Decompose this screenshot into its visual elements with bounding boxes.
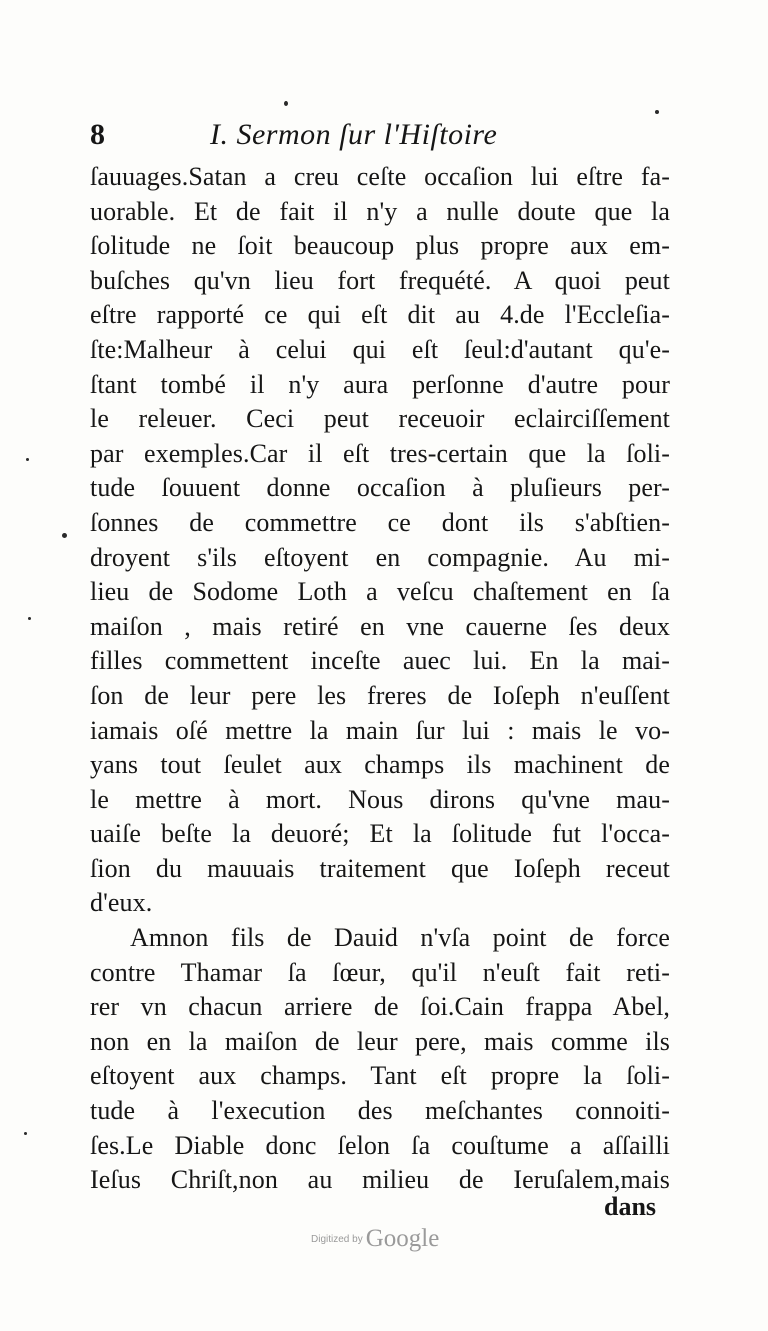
text-line: ſtant tombé il n'y aura perſonne d'autre pour [90, 369, 670, 399]
text-line: uorable. Et de fait il n'y a nulle doute que la [90, 196, 670, 226]
text-line: eſtre rapporté ce qui eſt dit au 4.de l'Eccleſia- [90, 300, 670, 330]
text-line: ſes.Le Diable donc ſelon ſa couſtume a aſſailli [90, 1130, 670, 1160]
ink-speck [62, 533, 67, 538]
text-line: uaiſe beſte la deuoré; Et la ſolitude fut l'occa- [90, 819, 670, 849]
text-line: tude ſouuent donne occaſion à pluſieurs per- [90, 473, 670, 503]
text-line: non en la maiſon de leur pere, mais comme ils [90, 1026, 670, 1056]
text-line: iamais oſé mettre la main ſur lui : mais le vo- [90, 715, 670, 745]
text-line: lieu de Sodome Loth a veſcu chaſtement en ſa [90, 577, 670, 607]
page-number: 8 [90, 118, 105, 151]
digitization-watermark [311, 1225, 439, 1253]
text-line: eſtoyent aux champs. Tant eſt propre la ſoli- [90, 1061, 670, 1091]
watermark-prefix: Digitized by [311, 1233, 363, 1245]
text-line: par exemples.Car il eſt tres-certain que la ſoli- [90, 438, 670, 468]
text-line: d'eux. [90, 888, 153, 918]
text-line: ſte:Malheur à celui qui eſt ſeul:d'autant qu'e- [90, 334, 670, 364]
ink-speck [284, 101, 288, 106]
text-line: buſches qu'vn lieu fort frequété. A quoi peut [90, 265, 670, 295]
text-line: ſauuages.Satan a creu ceſte occaſion lui eſtre fa- [90, 162, 670, 191]
text-line: droyent s'ils eſtoyent en compagnie. Au mi- [90, 542, 670, 572]
text-line: Amnon fils de Dauid n'vſa point de force [130, 923, 670, 953]
text-line: contre Thamar ſa ſœur, qu'il n'euſt fait reti- [90, 957, 670, 987]
text-line: filles commettent inceſte auec lui. En la mai- [90, 646, 670, 676]
text-line: ſon de leur pere les freres de Ioſeph n'euſſent [90, 680, 670, 710]
text-line: rer vn chacun arriere de ſoi.Cain frappa Abel, [90, 992, 670, 1022]
ink-speck [24, 1132, 27, 1135]
running-head: I. Sermon ſur l'Hiſtoire [210, 118, 498, 151]
ink-speck [655, 110, 659, 114]
text-line: ſion du mauuais traitement que Ioſeph receut [90, 853, 670, 883]
text-line: le releuer. Ceci peut receuoir eclairciſſement [90, 404, 670, 434]
watermark-google: Google [365, 1225, 440, 1252]
text-line: Ieſus Chriſt,non au milieu de Ieruſalem,mais [90, 1165, 670, 1195]
text-line: ſolitude ne ſoit beaucoup plus propre aux em- [90, 231, 670, 261]
page-header [90, 118, 660, 158]
text-line: le mettre à mort. Nous dirons qu'vne mau- [90, 784, 670, 814]
text-line: tude à l'execution des meſchantes connoiti- [90, 1096, 670, 1126]
text-line: ſonnes de commettre ce dont ils s'abſtien- [90, 507, 670, 537]
catchword: dans [604, 1192, 657, 1221]
body-text [90, 160, 670, 1198]
text-line: maiſon , mais retiré en vne cauerne ſes deux [90, 611, 670, 641]
ink-speck [26, 458, 29, 461]
ink-speck [28, 617, 31, 620]
text-line: yans tout ſeulet aux champs ils machinent de [90, 750, 670, 780]
